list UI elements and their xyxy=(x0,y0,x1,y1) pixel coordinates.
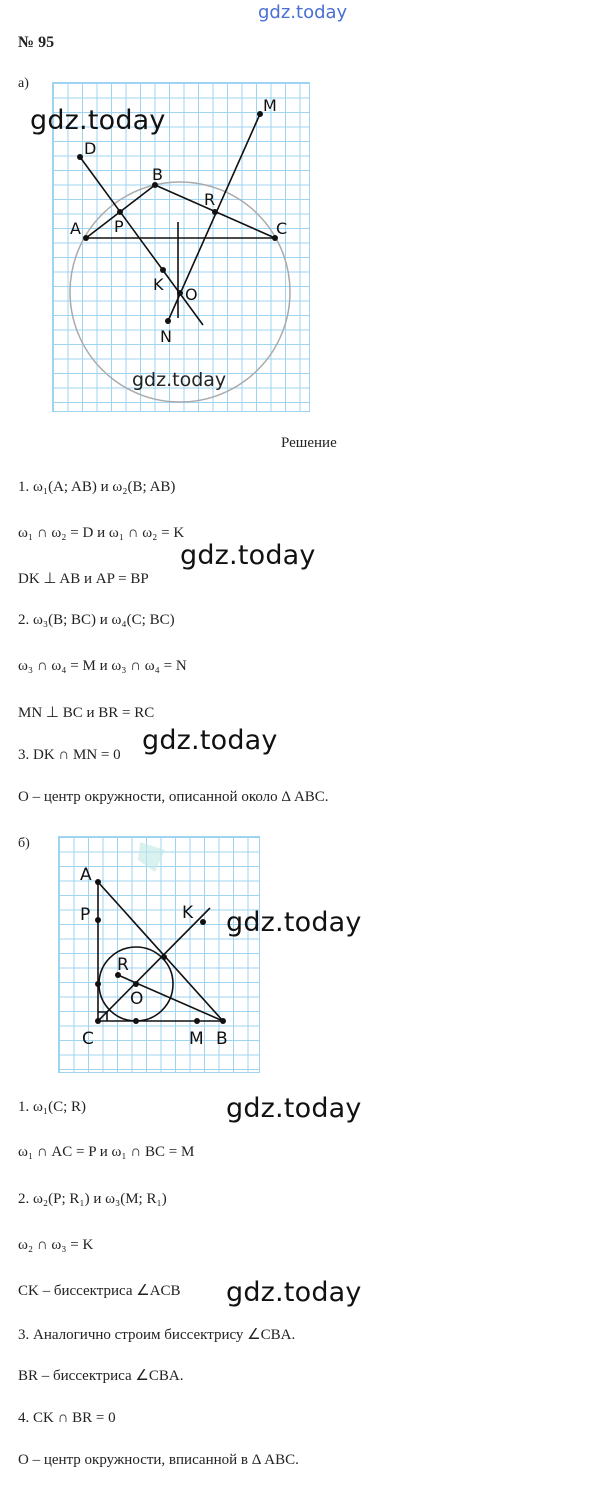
label-r: R xyxy=(204,190,216,209)
problem-number: № 95 xyxy=(18,34,55,51)
solution-a-line-2: ω₁ ∩ ω₂ = D и ω₁ ∩ ω₂ = K xyxy=(18,525,185,541)
top-watermark: gdz.today xyxy=(258,2,348,23)
part-b-label: б) xyxy=(18,836,30,851)
solution-a-line-6: MN ⊥ BC и BR = RC xyxy=(18,705,155,721)
label-p: P xyxy=(80,905,91,925)
line-mn xyxy=(168,114,260,321)
figure-a xyxy=(0,0,600,430)
decorative-shape xyxy=(138,842,165,872)
label-c: C xyxy=(276,219,288,238)
point-o xyxy=(177,290,183,296)
part-a-label: а) xyxy=(18,76,29,91)
label-o: O xyxy=(185,285,198,304)
point-k xyxy=(160,267,166,273)
solution-b-line-9: O – центр окружности, вписанной в Δ ABC. xyxy=(18,1452,299,1468)
point-b xyxy=(220,1018,226,1024)
label-b: B xyxy=(152,165,163,184)
solution-a-line-7: 3. DK ∩ MN = 0 xyxy=(18,747,121,763)
solution-b-line-3: 2. ω₂(P; R₁) и ω₃(M; R₁) xyxy=(18,1191,167,1207)
watermark-b1: gdz.today xyxy=(226,907,362,938)
point-n xyxy=(165,318,171,324)
point-a xyxy=(83,235,89,241)
label-d: D xyxy=(84,139,97,158)
point-r xyxy=(212,209,218,215)
solution-b-line-8: 4. CK ∩ BR = 0 xyxy=(18,1410,116,1426)
label-a: A xyxy=(80,865,92,885)
label-n: N xyxy=(160,327,172,346)
label-c: C xyxy=(82,1029,94,1049)
solution-a-line-3: DK ⊥ AB и AP = BP xyxy=(18,571,149,587)
label-m: M xyxy=(189,1029,204,1049)
solution-b-line-7: BR – биссектриса ∠CBA. xyxy=(18,1368,184,1384)
solution-b-line-1: 1. ω₁(C; R) xyxy=(18,1099,87,1115)
point-d xyxy=(77,154,83,160)
watermark-b3: gdz.today xyxy=(226,1277,362,1308)
watermark-a1: gdz.today xyxy=(30,105,166,136)
label-a: A xyxy=(70,219,81,238)
watermark-b2: gdz.today xyxy=(226,1093,362,1124)
watermark-a4: gdz.today xyxy=(142,725,278,756)
point-a xyxy=(95,879,101,885)
label-r: R xyxy=(117,955,129,975)
label-m: M xyxy=(263,96,277,115)
solution-a-line-4: 2. ω₃(B; BC) и ω₄(C; BC) xyxy=(18,612,175,628)
solution-b-line-5: CK – биссектриса ∠ACB xyxy=(18,1283,181,1299)
solution-b-line-4: ω₂ ∩ ω₃ = K xyxy=(18,1237,94,1253)
point-o xyxy=(133,981,139,987)
solution-a-line-1: 1. ω₁(A; AB) и ω₂(B; AB) xyxy=(18,479,176,495)
label-k: K xyxy=(182,903,194,923)
solution-heading: Решение xyxy=(281,435,337,451)
solution-a-line-5: ω₃ ∩ ω₄ = M и ω₃ ∩ ω₄ = N xyxy=(18,658,187,674)
bisector-ck xyxy=(98,908,210,1021)
point-c xyxy=(95,1018,101,1024)
solution-b-line-2: ω₁ ∩ AC = P и ω₁ ∩ BC = M xyxy=(18,1144,195,1160)
point-bottom-tangent xyxy=(133,1018,139,1024)
point-k xyxy=(200,919,206,925)
watermark-a2: gdz.today xyxy=(132,369,227,391)
point-bisector-intersect xyxy=(161,954,167,960)
label-p: P xyxy=(114,217,124,236)
solution-b-line-6: 3. Аналогично строим биссектрису ∠CBA. xyxy=(18,1327,296,1343)
point-m xyxy=(194,1018,200,1024)
label-b: B xyxy=(216,1029,228,1049)
point-p xyxy=(95,917,101,923)
solution-a-line-8: O – центр окружности, описанной около Δ ABC. xyxy=(18,789,329,805)
watermark-a3: gdz.today xyxy=(180,540,316,571)
label-o: O xyxy=(130,989,144,1009)
figure-b xyxy=(0,820,600,1080)
point-p xyxy=(117,209,123,215)
label-k: K xyxy=(153,275,164,294)
point-left-tangent xyxy=(95,981,101,987)
